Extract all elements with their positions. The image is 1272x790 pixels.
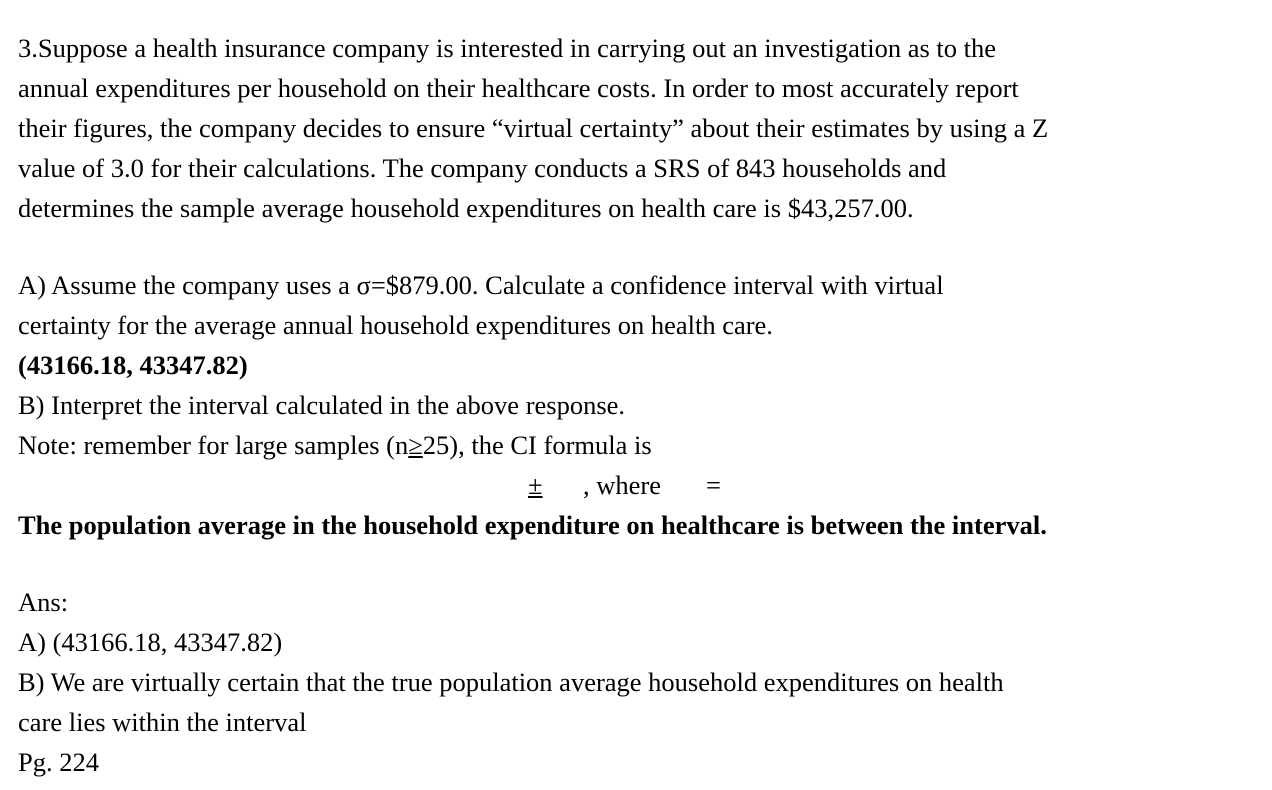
ans-a: A) (43166.18, 43347.82) [18, 627, 283, 657]
question-line-2: annual expenditures per household on their healthcare costs. In order to most accurately report [18, 73, 1019, 103]
part-b [18, 385, 1258, 545]
ans-b-line-2: care lies within the interval [18, 707, 307, 737]
question-line-3: their figures, the company decides to ensure “virtual certainty” about their estimates by using a Z [18, 113, 1049, 143]
spacer [18, 228, 1258, 265]
spacer [18, 545, 1258, 582]
formula-equals: = [706, 470, 721, 500]
question-line-1: 3.Suppose a health insurance company is interested in carrying out an investigation as to the [18, 33, 997, 63]
part-a-answer: (43166.18, 43347.82) [18, 350, 248, 380]
part-a-line-2: certainty for the average annual household expenditures on health care. [18, 310, 773, 340]
part-b-answer: The population average in the household expenditure on healthcare is between the interval. [18, 510, 1047, 540]
part-a [18, 265, 1258, 385]
ans-heading: Ans: [18, 587, 69, 617]
ci-formula [18, 465, 1258, 505]
question-line-4: value of 3.0 for their calculations. The company conducts a SRS of 843 households and [18, 153, 947, 183]
ans-b-line-1: B) We are virtually certain that the true population average household expenditures on health [18, 667, 1004, 697]
part-b-prompt: B) Interpret the interval calculated in the above response. [18, 390, 626, 420]
question-line-5: determines the sample average household expenditures on health care is $43,257.00. [18, 193, 914, 223]
part-a-line-1: A) Assume the company uses a σ=$879.00. Calculate a confidence interval with virtual [18, 270, 944, 300]
answers-section [18, 582, 1258, 782]
page-reference: Pg. 224 [18, 747, 99, 777]
question-paragraph [18, 28, 1258, 228]
plus-minus-symbol: ± [528, 470, 543, 500]
greater-equal-symbol: ≥ [408, 430, 423, 460]
note-text-before: Note: remember for large samples (n [18, 430, 409, 460]
formula-where: , where [583, 470, 661, 500]
document-page [18, 28, 1258, 782]
note-text-after: 25), the CI formula is [422, 430, 652, 460]
part-b-note [18, 425, 1258, 465]
